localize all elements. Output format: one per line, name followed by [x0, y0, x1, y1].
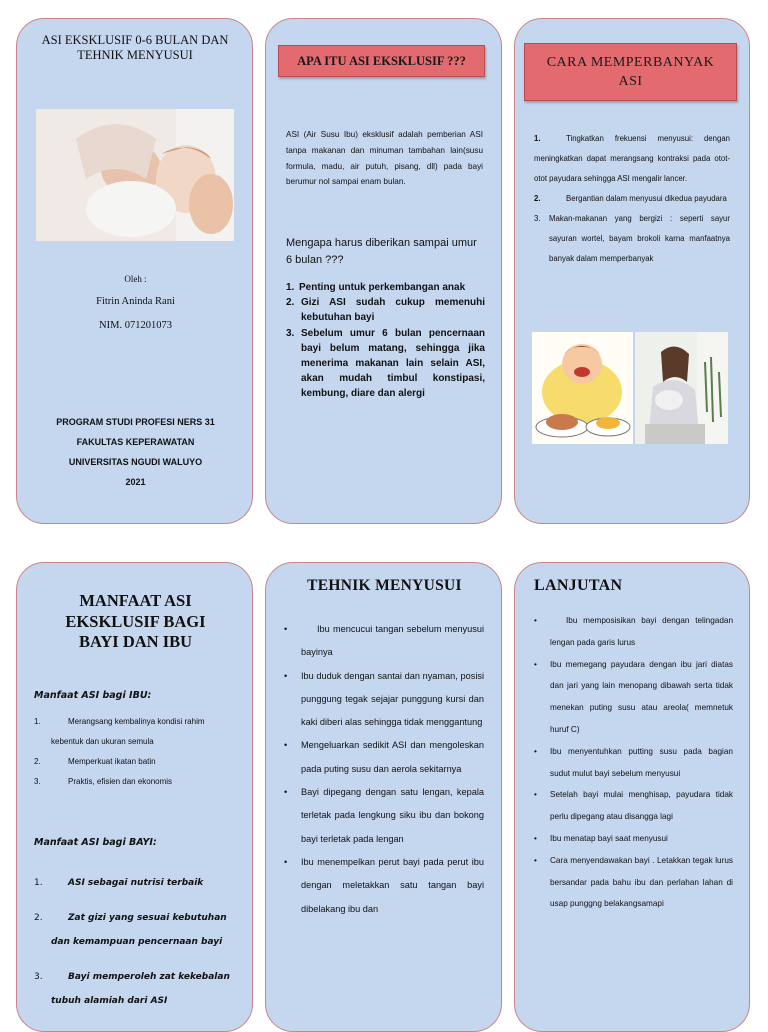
panel-technique — [265, 562, 502, 1032]
year-line: 2021 — [125, 477, 146, 487]
mother-benefit-number: 1. — [34, 717, 41, 726]
mother-benefit-item — [34, 712, 239, 752]
continued-item — [534, 784, 733, 828]
continued-text: Ibu memposisikan bayi dengan telingadan lengan pada garis lurus — [550, 616, 733, 647]
continued-text: Ibu menyentuhkan putting susu pada bagian sudut mulut bayi sebelum menyusui — [550, 746, 733, 778]
continued-text: Cara menyendawakan bayi . Letakkan tegak lurus bersandar pada bahu ibu dan perlahan lahan di usap punggng belakangsamapi — [550, 855, 733, 909]
continued-item — [534, 850, 733, 915]
cover-title: ASI EKSKLUSIF 0-6 BULAN DAN TEHNIK MENYUSUI — [41, 33, 229, 62]
continued-item — [534, 610, 733, 654]
program-line: PROGRAM STUDI PROFESI NERS 31 — [56, 417, 215, 427]
baby-benefit-item — [34, 906, 239, 954]
reasons-list — [286, 280, 485, 402]
technique-text: Ibu mencucui tangan sebelum menyusui bayinya — [301, 624, 484, 658]
increase-list — [534, 129, 730, 269]
baby-benefit-text: Zat gizi yang sesuai kebutuhan dan kemampuan pencernaan bayi — [51, 913, 227, 947]
reason-number: 1. — [286, 282, 295, 293]
bullet: • — [284, 670, 288, 681]
technique-item — [284, 781, 484, 851]
increase-text: Makan-makanan yang bergizi : seperti sayur sayuran wortel, bayam brokoli karna manfaatnya banyak dalam memperbanyak — [549, 214, 730, 263]
continued-item — [534, 654, 733, 741]
what-is-ribbon: APA ITU ASI EKSKLUSIF ??? — [278, 45, 485, 77]
panel-benefits — [16, 562, 253, 1032]
breastfeeding-photo — [36, 109, 234, 241]
panel-what-is — [265, 18, 502, 524]
mother-benefit-number: 2. — [34, 757, 41, 766]
reason-text: Sebelum umur 6 bulan pencernaan bayi belum matang, sehingga jika menerima makanan lain selain ASI, akan mudah timbul konstipasi, kembung, diare dan alergi — [301, 327, 485, 400]
student-id: NIM. 071201073 — [99, 320, 172, 331]
increase-milk-ribbon: CARA MEMPERBANYAK ASI — [524, 43, 737, 101]
mother-baby-photo — [635, 332, 728, 444]
mother-benefit-text: Memperkuat ikatan batin — [68, 757, 156, 766]
mother-benefit-item — [34, 752, 239, 772]
technique-list — [284, 618, 484, 921]
increase-item — [534, 189, 730, 209]
baby-benefits-list — [34, 871, 239, 1013]
faculty-line: FAKULTAS KEPERAWATAN — [76, 437, 195, 447]
technique-text: Ibu duduk dengan santai dan nyaman, posisi punggung tegak sejajar punggung kursi dan kaki diberi alas sehingga tidak menggantung — [301, 670, 484, 728]
technique-item — [284, 618, 484, 665]
bullet: • — [284, 787, 288, 798]
mother-benefits-heading: Manfaat ASI bagi IBU: — [34, 690, 152, 701]
baby-benefit-number: 2. — [34, 913, 43, 923]
increase-number: 1. — [534, 134, 541, 143]
institution-block — [17, 412, 253, 492]
bullet: • — [534, 790, 537, 800]
reason-item — [286, 295, 485, 325]
mother-benefit-text: Praktis, efisien dan ekonomis — [68, 777, 173, 786]
reason-number: 3. — [286, 327, 295, 339]
university-line: UNIVERSITAS NGUDI WALUYO — [68, 457, 203, 467]
technique-text: Mengeluarkan sedikit ASI dan mengoleskan pada puting susu dan aerola sekitarnya — [301, 740, 484, 774]
bullet: • — [284, 624, 288, 634]
bullet: • — [284, 856, 288, 867]
eating-child-illustration — [532, 332, 633, 444]
increase-item — [534, 209, 730, 269]
increase-number: 3. — [534, 214, 541, 223]
baby-benefit-text: ASI sebagai nutrisi terbaik — [68, 878, 204, 888]
question-text: Mengapa harus diberikan sampai umur 6 bulan ??? — [286, 237, 477, 266]
continued-list — [534, 610, 733, 915]
technique-text: Bayi dipegang dengan satu lengan, kepala terletak pada lengkung siku ibu dan bokong bayi terletak pada lengan — [301, 787, 484, 844]
bullet: • — [534, 855, 537, 865]
technique-item — [284, 734, 484, 781]
technique-title: TEHNIK MENYUSUI — [307, 577, 462, 594]
continued-item — [534, 741, 733, 785]
reason-text: Gizi ASI sudah cukup memenuhi kebutuhan bayi — [301, 297, 485, 324]
continued-text: Ibu memegang payudara dengan ibu jari diatas dan jari yang lain menopang dibawah serta tidak menekan puting susu atau areola( memnetuk huruf C) — [550, 659, 733, 734]
increase-item — [534, 129, 730, 189]
continued-item — [534, 828, 733, 850]
author-name: Fitrin Aninda Rani — [96, 296, 175, 307]
continued-text: Ibu menatap bayi saat menyusui — [550, 833, 668, 843]
bullet: • — [534, 659, 537, 669]
mother-benefit-item — [34, 772, 239, 792]
continued-title: LANJUTAN — [534, 577, 623, 594]
mother-benefit-text: Merangsang kembalinya kondisi rahim kebentuk dan ukuran semula — [51, 717, 205, 746]
bullet: • — [534, 616, 537, 625]
benefits-title: MANFAAT ASI EKSKLUSIF BAGI BAYI DAN IBU — [65, 591, 206, 651]
bullet: • — [534, 746, 537, 756]
baby-benefit-text: Bayi memperoleh zat kekebalan tubuh alamiah dari ASI — [51, 972, 230, 1006]
mother-benefit-number: 3. — [34, 777, 41, 786]
baby-benefit-number: 3. — [34, 972, 43, 982]
continued-text: Setelah bayi mulai menghisap, payudara tidak perlu dipegang atau disangga lagi — [550, 790, 733, 822]
by-label: Oleh : — [124, 274, 147, 284]
baby-benefit-item — [34, 965, 239, 1013]
increase-text: Bergantian dalam menyusui dikedua payudara — [566, 194, 727, 203]
baby-benefits-heading: Manfaat ASI bagi BAYI: — [34, 837, 157, 848]
bullet: • — [534, 833, 537, 843]
mother-benefits-list — [34, 712, 239, 792]
baby-benefit-number: 1. — [34, 878, 43, 888]
reason-text: Penting untuk perkembangan anak — [299, 282, 466, 293]
panel-increase-milk — [514, 18, 750, 524]
increase-number: 2. — [534, 194, 541, 203]
panel-continued — [514, 562, 750, 1032]
bullet: • — [284, 740, 288, 751]
increase-text: Tingkatkan frekuensi menyusui: dengan meningkatkan dapat merangsang kontraksi pada otot-otot payudara sehingga ASI mengalir lancer. — [534, 134, 730, 183]
definition-text: ASI (Air Susu Ibu) eksklusif adalah pemberian ASI tanpa makanan dan minuman tambahan lain(susu formula, madu, air putuh, pisang, dll) pada bayi berumur nol sampai enam bulan. — [286, 130, 483, 187]
technique-item — [284, 851, 484, 921]
reason-item — [286, 280, 485, 295]
reason-item — [286, 326, 485, 402]
reason-number: 2. — [286, 297, 295, 309]
baby-benefit-item — [34, 871, 239, 895]
technique-text: Ibu menempelkan perut bayi pada perut ibu dengan meletakkan satu tangan bayi dibelakang ibu dan — [301, 856, 484, 914]
panel-cover — [16, 18, 253, 524]
technique-item — [284, 665, 484, 735]
